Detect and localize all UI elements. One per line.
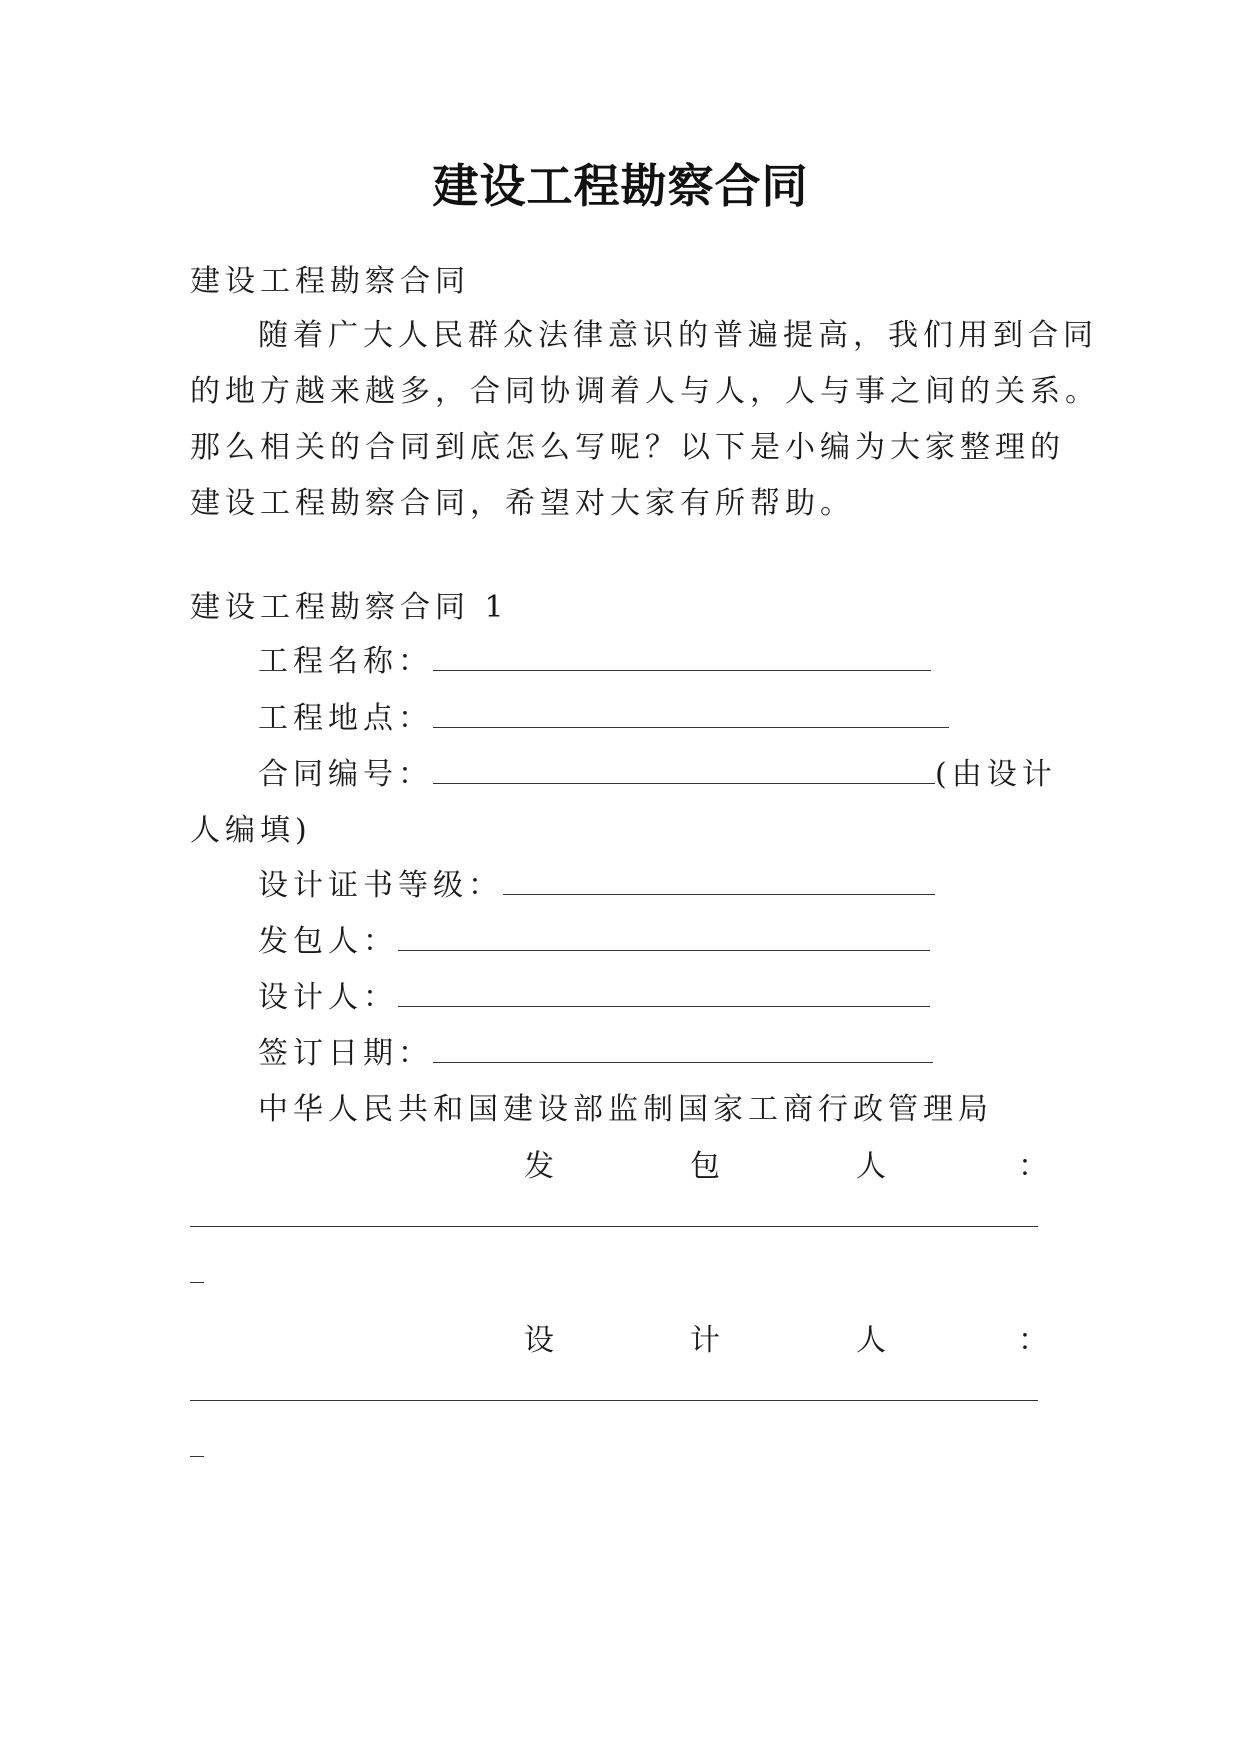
signature-employer-colon: ： <box>1018 1149 1048 1184</box>
signature-designer-char-3: 人 <box>856 1323 886 1358</box>
signature-employer-char-2: 包 <box>690 1149 720 1184</box>
blank-line[interactable] <box>398 980 930 1007</box>
field-project-name <box>258 642 931 682</box>
intro-line-2: 的地方越来越多，合同协调着人与人，人与事之间的关系。 <box>190 374 1100 409</box>
field-sign-date <box>258 1034 933 1074</box>
signature-employer-line-tail <box>190 1282 204 1283</box>
signature-designer-line[interactable] <box>190 1400 1038 1401</box>
blank-line[interactable] <box>433 701 949 728</box>
blank-line[interactable] <box>433 644 931 671</box>
blank-line[interactable] <box>398 924 930 951</box>
field-label: 签订日期： <box>258 1036 433 1071</box>
field-note: (由设计 <box>935 757 1057 792</box>
field-designer <box>258 978 930 1018</box>
signature-designer-line-tail <box>190 1456 204 1457</box>
signature-designer-char-1: 设 <box>524 1323 554 1358</box>
signature-employer-char-1: 发 <box>524 1149 554 1184</box>
intro-line-3: 那么相关的合同到底怎么写呢？以下是小编为大家整理的 <box>190 430 1065 465</box>
intro-heading: 建设工程勘察合同 <box>190 264 470 299</box>
signature-employer-char-3: 人 <box>856 1149 886 1184</box>
blank-line[interactable] <box>503 868 935 895</box>
field-label: 设计证书等级： <box>258 868 503 903</box>
intro-line-4: 建设工程勘察合同，希望对大家有所帮助。 <box>190 486 855 521</box>
signature-designer-char-2: 计 <box>690 1323 720 1358</box>
supervision-line: 中华人民共和国建设部监制国家工商行政管理局 <box>258 1092 993 1127</box>
field-label: 工程名称： <box>258 644 433 679</box>
field-label: 设计人： <box>258 980 398 1015</box>
document-title: 建设工程勘察合同 <box>432 159 809 213</box>
intro-line-1: 随着广大人民群众法律意识的普遍提高，我们用到合同 <box>258 318 1098 353</box>
field-employer <box>258 922 930 962</box>
field-project-location <box>258 699 949 739</box>
blank-line[interactable] <box>433 757 935 784</box>
field-label: 发包人： <box>258 924 398 959</box>
signature-designer-colon: ： <box>1018 1323 1048 1358</box>
field-label: 合同编号： <box>258 757 433 792</box>
section-heading: 建设工程勘察合同 1 <box>190 590 509 625</box>
field-cert-level <box>258 866 935 906</box>
field-note-continued: 人编填) <box>190 813 312 848</box>
field-contract-number <box>258 755 1057 795</box>
field-label: 工程地点： <box>258 701 433 736</box>
blank-line[interactable] <box>433 1036 933 1063</box>
signature-employer-line[interactable] <box>190 1226 1038 1227</box>
